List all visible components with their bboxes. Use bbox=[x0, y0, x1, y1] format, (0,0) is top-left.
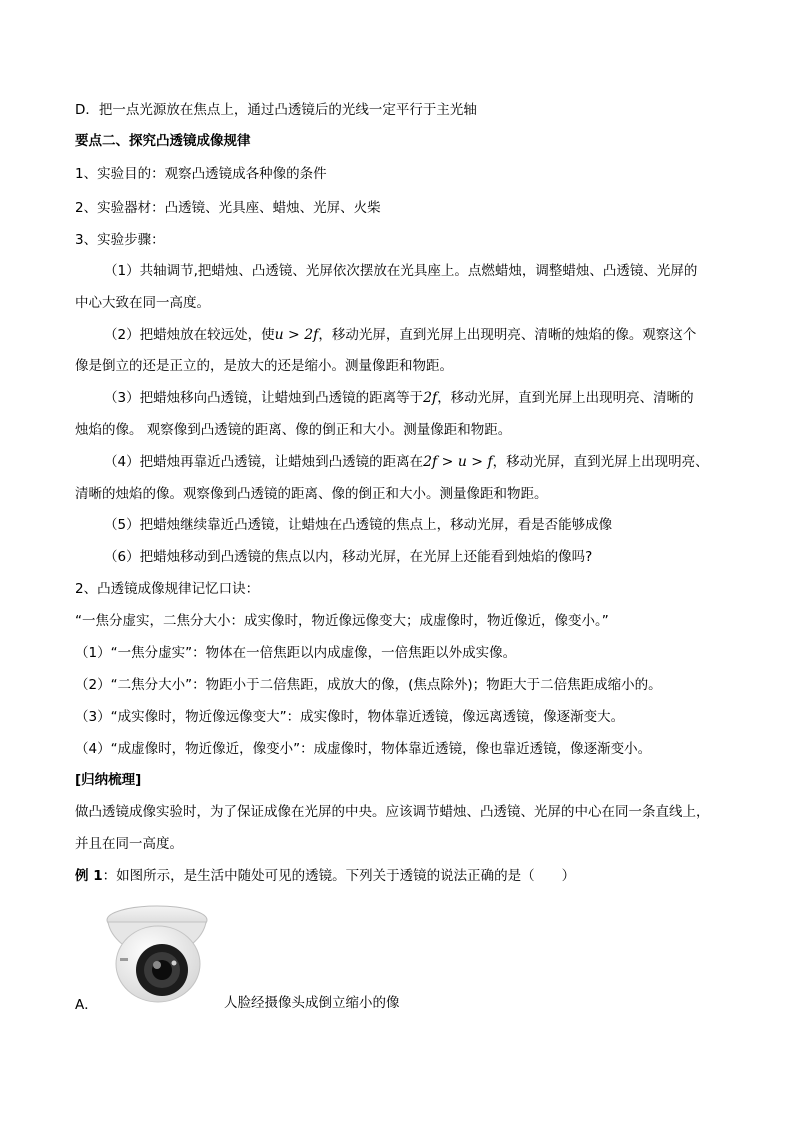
step-3-line-1 bbox=[104, 388, 694, 408]
step-3-post: ，移动光屏，直到光屏上出现明亮、清晰的 bbox=[437, 390, 694, 406]
mnemonic-3: （3）“成实像时，物近像远像变大”：成实像时，物体靠近透镜，像远离透镜，像逐渐变大。 bbox=[75, 709, 625, 725]
summary-line-1: 做凸透镜成像实验时，为了保证成像在光屏的中央。应该调节蜡烛、凸透镜、光屏的中心在同一条直线上， bbox=[75, 804, 710, 820]
option-a-label: A． bbox=[75, 997, 98, 1013]
example-question: ：如图所示，是生活中随处可见的透镜。下列关于透镜的说法正确的是（ ） bbox=[102, 868, 576, 884]
mnemonic-4: （4）“成虚像时，物近像近，像变小”：成虚像时，物体靠近透镜，像也靠近透镜，像逐渐变小。 bbox=[75, 741, 652, 757]
math-range: 2f > u > f bbox=[423, 454, 493, 470]
mnemonic-heading: 2、凸透镜成像规律记忆口诀： bbox=[75, 581, 260, 597]
step-3-pre: （3）把蜡烛移向凸透镜，让蜡烛到凸透镜的距离等于 bbox=[104, 390, 424, 406]
step-4-line-1 bbox=[104, 452, 709, 472]
step-2-line-2: 像是倒立的还是正立的，是放大的还是缩小。测量像距和物距。 bbox=[75, 358, 453, 374]
step-1-line-1: （1）共轴调节,把蜡烛、凸透镜、光屏依次摆放在光具座上。点燃蜡烛，调整蜡烛、凸透镜、光屏的 bbox=[104, 263, 698, 279]
step-4-post: ，移动光屏，直到光屏上出现明亮、 bbox=[492, 454, 709, 470]
step-2-pre: （2）把蜡烛放在较远处，使 bbox=[104, 327, 275, 343]
example-label: 例 1 bbox=[75, 868, 103, 884]
summary-line-2: 并且在同一高度。 bbox=[75, 836, 183, 852]
summary-heading: [归纳梳理] bbox=[75, 772, 142, 788]
mnemonic-quote: “一焦分虚实，二焦分大小：成实像时，物近像远像变大；成虚像时，物近像近，像变小。” bbox=[75, 613, 609, 629]
mnemonic-1: （1）“一焦分虚实”：物体在一倍焦距以内成虚像，一倍焦距以外成实像。 bbox=[75, 645, 517, 661]
mnemonic-2: （2）“二焦分大小”：物距小于二倍焦距，成放大的像，(焦点除外)；物距大于二倍焦距成缩小的。 bbox=[75, 677, 662, 693]
math-u-gt-2f: u > 2f bbox=[274, 327, 319, 343]
math-2f: 2f bbox=[423, 390, 438, 406]
experiment-purpose: 1、实验目的：观察凸透镜成各种像的条件 bbox=[75, 166, 327, 182]
example-1 bbox=[75, 866, 575, 886]
step-5: （5）把蜡烛继续靠近凸透镜，让蜡烛在凸透镜的焦点上，移动光屏，看是否能够成像 bbox=[104, 517, 613, 533]
option-a-text: 人脸经摄像头成倒立缩小的像 bbox=[224, 995, 400, 1011]
step-4-pre: （4）把蜡烛再靠近凸透镜，让蜡烛到凸透镜的距离在 bbox=[104, 454, 424, 470]
step-3-line-2: 烛焰的像。 观察像到凸透镜的距离、像的倒正和大小。测量像距和物距。 bbox=[75, 422, 512, 438]
experiment-steps-heading: 3、实验步骤： bbox=[75, 232, 165, 248]
section-heading: 要点二、探究凸透镜成像规律 bbox=[75, 133, 251, 149]
experiment-equipment: 2、实验器材：凸透镜、光具座、蜡烛、光屏、火柴 bbox=[75, 200, 381, 216]
step-6: （6）把蜡烛移动到凸透镜的焦点以内，移动光屏，在光屏上还能看到烛焰的像吗? bbox=[104, 549, 593, 565]
step-2-post: ，移动光屏，直到光屏上出现明亮、清晰的烛焰的像。观察这个 bbox=[318, 327, 697, 343]
option-d-text: D．把一点光源放在焦点上，通过凸透镜后的光线一定平行于主光轴 bbox=[75, 102, 477, 118]
step-1-line-2: 中心大致在同一高度。 bbox=[75, 295, 210, 311]
step-2-line-1 bbox=[104, 325, 696, 345]
step-4-line-2: 清晰的烛焰的像。观察像到凸透镜的距离、像的倒正和大小。测量像距和物距。 bbox=[75, 486, 548, 502]
camera-image bbox=[102, 900, 212, 1004]
